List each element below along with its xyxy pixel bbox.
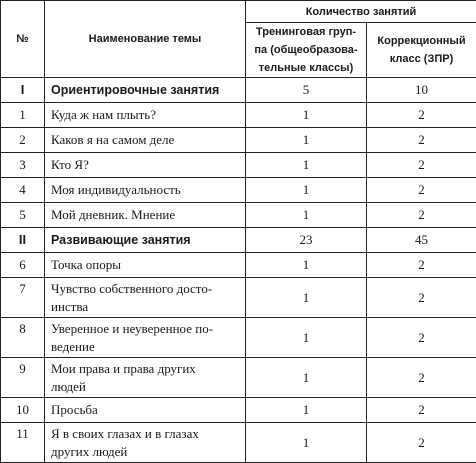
training-group-count: 1 bbox=[246, 203, 367, 228]
row-number: 10 bbox=[1, 398, 45, 423]
row-topic-name bbox=[45, 203, 246, 228]
table-row bbox=[1, 318, 476, 358]
topic-name-line: других людей bbox=[51, 443, 128, 459]
header-number: № bbox=[1, 1, 45, 78]
row-topic-name bbox=[45, 423, 246, 463]
correction-class-count: 10 bbox=[367, 78, 476, 103]
training-group-count: 1 bbox=[246, 178, 367, 203]
row-number: 5 bbox=[1, 203, 45, 228]
table-row bbox=[1, 103, 476, 128]
topic-name-line: людей bbox=[51, 378, 86, 394]
header-topic: Наименование темы bbox=[45, 1, 246, 78]
row-number: 8 bbox=[1, 318, 45, 358]
header-row-top bbox=[1, 1, 476, 23]
row-topic-name bbox=[45, 228, 246, 253]
header-training-group bbox=[246, 23, 367, 78]
topic-name-line: Уверенное и неуверенное по- bbox=[51, 320, 214, 336]
row-number: 6 bbox=[1, 253, 45, 278]
table-row bbox=[1, 178, 476, 203]
row-number: I bbox=[1, 78, 45, 103]
header-correction-class bbox=[367, 23, 476, 78]
topic-name-line: Развивающие занятия bbox=[51, 233, 191, 247]
row-number: 9 bbox=[1, 358, 45, 398]
correction-class-count: 2 bbox=[367, 178, 476, 203]
row-number: 1 bbox=[1, 103, 45, 128]
training-group-count: 1 bbox=[246, 318, 367, 358]
training-group-count: 23 bbox=[246, 228, 367, 253]
table-row bbox=[1, 203, 476, 228]
topic-name-line: Каков я на самом деле bbox=[51, 132, 175, 147]
correction-class-count: 45 bbox=[367, 228, 476, 253]
topic-name-line: Чувство собственного досто- bbox=[51, 280, 213, 296]
correction-class-count: 2 bbox=[367, 358, 476, 398]
training-group-count: 1 bbox=[246, 128, 367, 153]
row-number: 4 bbox=[1, 178, 45, 203]
row-topic-name bbox=[45, 278, 246, 318]
training-group-count: 1 bbox=[246, 423, 367, 463]
topic-name-line: Куда ж нам плыть? bbox=[51, 107, 157, 122]
row-topic-name bbox=[45, 103, 246, 128]
table-row bbox=[1, 128, 476, 153]
header-correction-class-line: класс (ЗПР) bbox=[389, 53, 454, 65]
training-group-count: 5 bbox=[246, 78, 367, 103]
table-row bbox=[1, 423, 476, 463]
training-group-count: 1 bbox=[246, 103, 367, 128]
topic-name-line: Точка опоры bbox=[51, 257, 121, 272]
topic-name-line: Просьба bbox=[51, 402, 98, 417]
row-topic-name bbox=[45, 398, 246, 423]
topic-name-line: Ориентировочные занятия bbox=[51, 83, 220, 97]
section-row bbox=[1, 78, 476, 103]
correction-class-count: 2 bbox=[367, 203, 476, 228]
correction-class-count: 2 bbox=[367, 153, 476, 178]
header-correction-class-line: Коррекционный bbox=[377, 35, 466, 47]
topic-name-line: Кто Я? bbox=[51, 157, 89, 172]
correction-class-count: 2 bbox=[367, 103, 476, 128]
training-group-count: 1 bbox=[246, 358, 367, 398]
training-group-count: 1 bbox=[246, 253, 367, 278]
row-number: 2 bbox=[1, 128, 45, 153]
table-row bbox=[1, 253, 476, 278]
correction-class-count: 2 bbox=[367, 318, 476, 358]
topic-name-line: Мои права и права других bbox=[51, 360, 196, 376]
topic-name-line: инства bbox=[51, 298, 89, 314]
training-group-count: 1 bbox=[246, 398, 367, 423]
section-row bbox=[1, 228, 476, 253]
topic-name-line: ведение bbox=[51, 338, 95, 354]
correction-class-count: 2 bbox=[367, 253, 476, 278]
row-topic-name bbox=[45, 253, 246, 278]
row-number: 3 bbox=[1, 153, 45, 178]
correction-class-count: 2 bbox=[367, 278, 476, 318]
topic-name-line: Мой дневник. Мнение bbox=[51, 207, 176, 222]
table-row bbox=[1, 398, 476, 423]
table-row bbox=[1, 153, 476, 178]
row-topic-name bbox=[45, 153, 246, 178]
row-number: 11 bbox=[1, 423, 45, 463]
row-topic-name bbox=[45, 78, 246, 103]
table-row bbox=[1, 358, 476, 398]
row-topic-name bbox=[45, 128, 246, 153]
correction-class-count: 2 bbox=[367, 128, 476, 153]
header-sessions-count: Количество занятий bbox=[246, 1, 476, 23]
topic-name-line: Я в своих глазах и в глазах bbox=[51, 425, 199, 441]
row-topic-name bbox=[45, 318, 246, 358]
header-training-group-line: Тренинговая груп- bbox=[255, 26, 357, 38]
training-group-count: 1 bbox=[246, 153, 367, 178]
row-topic-name bbox=[45, 178, 246, 203]
training-group-count: 1 bbox=[246, 278, 367, 318]
row-number: 7 bbox=[1, 278, 45, 318]
table-row bbox=[1, 278, 476, 318]
row-number: II bbox=[1, 228, 45, 253]
header-training-group-line: па (общеобразова- bbox=[254, 44, 358, 56]
topic-name-line: Моя индивидуальность bbox=[51, 182, 181, 197]
row-topic-name bbox=[45, 358, 246, 398]
table-body bbox=[1, 78, 476, 463]
correction-class-count: 2 bbox=[367, 423, 476, 463]
header-training-group-line: тельные классы) bbox=[258, 62, 354, 74]
correction-class-count: 2 bbox=[367, 398, 476, 423]
